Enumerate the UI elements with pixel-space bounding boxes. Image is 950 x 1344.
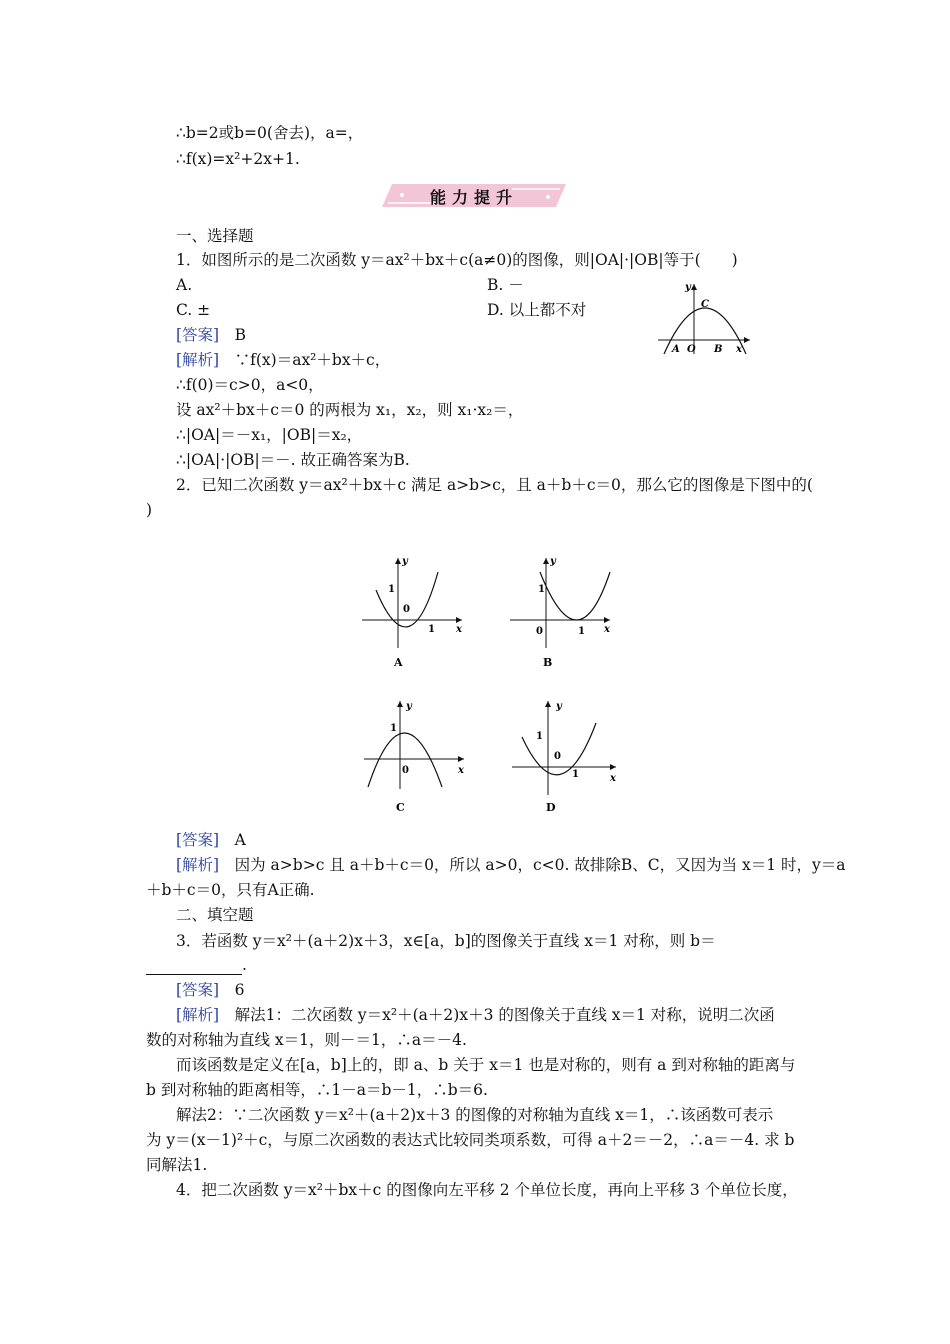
q1-analysis-1 xyxy=(176,350,390,370)
q1-parabola-figure xyxy=(656,278,756,356)
q3-analysis-5: 解法2：∵二次函数 y＝x²＋(a＋2)x＋3 的图像的对称轴为直线 x＝1，∴该函数可表示 xyxy=(176,1106,774,1124)
q2-d-one-y: 1 xyxy=(536,731,543,742)
q3-analysis-4: b 到对称轴的距离相等，∴1－a＝b－1，∴b＝6. xyxy=(146,1081,488,1099)
q3-analysis-7: 同解法1. xyxy=(146,1156,208,1174)
q2-d-zero: 0 xyxy=(554,751,561,762)
section-heading-choice: 一、选择题 xyxy=(176,227,254,245)
q2-b-y: y xyxy=(550,556,556,567)
q1-analysis-5: ∴|OA|·|OB|＝－. 故正确答案为B. xyxy=(176,451,410,469)
q3-analysis-tag: [解析] xyxy=(176,1006,220,1024)
q1-option-b: B. － xyxy=(487,276,524,294)
q1-answer-value: B xyxy=(234,326,247,344)
q1-fig-a-label: A xyxy=(672,344,680,355)
q2-c-one-y: 1 xyxy=(390,723,397,734)
q1-analysis-4: ∴|OA|＝－x₁，|OB|＝x₂， xyxy=(176,426,363,444)
q3-answer-blank[interactable] xyxy=(146,960,242,975)
q2-d-one-x: 1 xyxy=(572,769,579,780)
q1-analysis-3: 设 ax²＋bx＋c＝0 的两根为 x₁，x₂，则 x₁·x₂＝， xyxy=(176,401,524,419)
q3-stem-1: 3．若函数 y＝x²＋(a＋2)x＋3，x∈[a，b]的图像关于直线 x＝1 对称，则 b＝ xyxy=(176,932,716,950)
q1-answer-tag: [答案] xyxy=(176,326,220,344)
q1-option-d: D. 以上都不对 xyxy=(487,301,587,319)
q1-fig-b-label: B xyxy=(714,344,723,355)
q1-option-c: C. ± xyxy=(176,301,211,319)
section-heading-fill: 二、填空题 xyxy=(176,906,254,924)
q2-c-zero: 0 xyxy=(402,765,409,776)
q2-graph-b xyxy=(506,550,616,670)
q2-c-x: x xyxy=(458,765,464,776)
q2-stem-2: ) xyxy=(146,501,153,519)
q1-stem: 1．如图所示的是二次函数 y＝ax²＋bx＋c(a≠0)的图像，则|OA|·|OB|等于( ) xyxy=(176,251,738,269)
q2-c-label: C xyxy=(396,801,405,814)
q2-stem-1: 2．已知二次函数 y＝ax²＋bx＋c 满足 a>b>c，且 a＋b＋c＝0，那么它的图像是下图中的( xyxy=(176,476,813,494)
q2-b-label: B xyxy=(543,656,553,669)
q2-a-label: A xyxy=(394,656,403,669)
q2-analysis-2: ＋b＋c＝0，只有A正确. xyxy=(146,881,315,899)
q2-graph-c xyxy=(360,695,470,817)
top-line-1: ∴b=2或b=0(舍去)，a=， xyxy=(176,124,364,142)
q1-analysis-2: ∴f(0)＝c>0，a<0， xyxy=(176,376,324,394)
q2-analysis-1 xyxy=(176,855,846,875)
top-line-2: ∴f(x)=x²+2x+1. xyxy=(176,150,300,168)
q1-fig-y-label: y xyxy=(685,282,691,293)
q2-b-x: x xyxy=(604,624,610,635)
section-banner xyxy=(380,182,568,209)
q2-a-one-x: 1 xyxy=(428,624,435,635)
q2-a-zero: 0 xyxy=(403,604,410,615)
q2-graph-d xyxy=(508,695,620,817)
q3-analysis-2: 数的对称轴为直线 x＝1，则－＝1，∴a＝－4. xyxy=(146,1031,467,1049)
q4-stem-1: 4．把二次函数 y＝x²＋bx＋c 的图像向左平移 2 个单位长度，再向上平移 3 个单位长度， xyxy=(176,1181,798,1199)
q3-answer-value: 6 xyxy=(234,981,245,999)
q1-fig-o-label: O xyxy=(687,344,696,355)
q2-analysis-tag: [解析] xyxy=(176,856,220,874)
q1-fig-x-label: x xyxy=(736,344,742,355)
q1-analysis-tag: [解析] xyxy=(176,351,220,369)
q2-a-x: x xyxy=(456,624,462,635)
q3-answer-tag: [答案] xyxy=(176,981,220,999)
q2-answer-tag: [答案] xyxy=(176,831,220,849)
q3-analysis-3: 而该函数是定义在[a，b]上的，即 a、b 关于 x＝1 也是对称的，则有 a 到对称轴的距离与 xyxy=(176,1056,796,1074)
q3-answer xyxy=(176,980,245,1000)
q1-answer xyxy=(176,325,246,345)
q2-d-label: D xyxy=(546,801,556,814)
q1-option-a: A. xyxy=(176,276,193,294)
q2-b-one-y: 1 xyxy=(538,584,545,595)
q1-fig-c-label: C xyxy=(701,299,709,310)
banner-title: 能力提升 xyxy=(429,188,518,207)
q2-c-y: y xyxy=(406,701,412,712)
q2-analysis-1-text: 因为 a>b>c 且 a＋b＋c＝0，所以 a>0，c<0. 故排除B、C，又因为当 x＝1 时，y＝a xyxy=(234,856,846,874)
q2-a-y: y xyxy=(402,556,408,567)
q2-d-y: y xyxy=(556,701,562,712)
q3-stem-end: . xyxy=(242,956,247,974)
q1-analysis-1-text: ∵f(x)＝ax²＋bx＋c， xyxy=(234,351,391,369)
q2-b-zero: 0 xyxy=(536,626,543,637)
q3-analysis-6: 为 y＝(x－1)²＋c，与原二次函数的表达式比较同类项系数，可得 a＋2＝－2，∴a＝－4. 求 b xyxy=(146,1131,795,1149)
q3-analysis-1 xyxy=(176,1005,775,1025)
q2-a-one-y: 1 xyxy=(388,584,395,595)
q2-answer-value: A xyxy=(234,831,246,849)
q2-d-x: x xyxy=(610,773,616,784)
q2-answer xyxy=(176,830,246,850)
q3-stem-2 xyxy=(146,955,247,975)
q2-b-one-x: 1 xyxy=(578,626,585,637)
q3-analysis-1-text: 解法1：二次函数 y＝x²＋(a＋2)x＋3 的图像关于直线 x＝1 对称，说明二次函 xyxy=(234,1006,775,1024)
q2-graph-a xyxy=(358,550,468,670)
